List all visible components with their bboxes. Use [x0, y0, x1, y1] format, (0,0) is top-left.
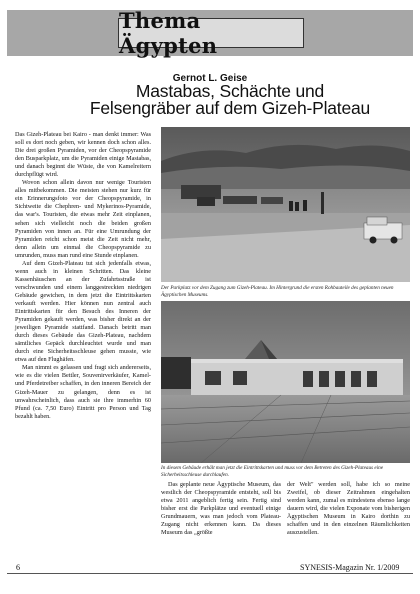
- body-column-1: [15, 131, 151, 421]
- footer-rule: [7, 573, 413, 574]
- body-column-2: [161, 481, 281, 537]
- article-title: [40, 83, 420, 117]
- paragraph: Man nimmt es gelassen und fragt sich andererseits, wie es die vielen Bettler, Souvenirverkäufer, Kamel- und Pferdetreiber schaffen, in den inneren Bereich der Gizeh-Mauer zu gelangen, denn es ist unwahrscheinlich, dass auch sie ihre immerhin 60 Pfund (ca. 7,50 Euro) Eintritt pro Person und Tag bezahlt haben.: [15, 364, 151, 420]
- photo-caption-1: Der Parkplatz vor dem Zugang zum Gizeh-Plateau. Im Hintergrund die ersten Rohbauteile des geplanten neuen Ägyptischen Museums.: [161, 285, 394, 298]
- paragraph: Das geplante neue Ägyptische Museum, das westlich der Cheopspyramide entsteht, soll bis etwa 2011 angeblich fertig sein. Fertig sind bisher erst die Parkplätze und eventuell einige Grundmauern, was man jedoch vom Plateau-Zugang nicht erkennen kann. Da dieses Museum das „größte: [161, 481, 281, 537]
- title-line-1: Mastabas, Schächte und: [135, 81, 325, 101]
- page-number: 6: [16, 563, 20, 572]
- parking-lot-photo: [161, 127, 410, 282]
- section-title-box: [118, 8, 304, 58]
- section-title: Thema Ägypten: [119, 8, 218, 58]
- ticket-building-image: [161, 301, 410, 463]
- paragraph: Auf dem Gizeh-Plateau tut sich jedenfalls etwas, wenn auch in kleinen Schritten. Das kleine Kassenhäuschen an der Zufahrtsstraße ist verschwunden und einem langgestreckten niedrigen Gebäude gewichen, in dem jetzt die Eintrittskarten verkauft werden. Hier können nun zentral auch Eintrittskarten für den Besuch des Inneren der Pyramiden gekauft werden, was bisher direkt an der jeweiligen Pyramide stattfand. Danach betritt man durch dieses Gebäude das Gizeh-Plateau, nachdem sämtliches Gepäck durchleuchtet wurde und man durch eine Sicherheitsschleuse gehen musste, wie etwa auf den Flughäfen.: [15, 259, 151, 364]
- paragraph: Wovon schon allein davon nur wenige Touristen alles mitbekommen. Die meisten stehen nur kurz für ein Erinnerungsfoto vor der Cheopspyramide, in Sichtweite die Chephren- und Mykerinos-Pyramide, das war's. Touristen, die etwas mehr Zeit einplanen, sehen sich vielleicht noch die beiden großen Pyramiden von innen an. Für eine Umrundung der Pyramiden reicht schon meist die Zeit nicht mehr, denn allein um einmal die Cheopspyramide zu umrunden, muss man rund eine Stunde einplanen.: [15, 179, 151, 259]
- article-author: Gernot L. Geise: [172, 73, 248, 84]
- magazine-footer: SYNESIS-Magazin Nr. 1/2009: [300, 563, 400, 572]
- ticket-building-photo: [161, 301, 410, 463]
- paragraph: Das Gizeh-Plateau bei Kairo - man denkt immer: Was soll es dort noch geben, wir kennen doch schon alles. Die drei großen Pyramiden, vor der Cheopspyramide den Busparkplatz, um die Pyramiden einige Mastabas, und danach beginnt die Wüste, die von Kamelreitern durchpflügt wird.: [15, 131, 151, 179]
- parking-lot-image: [161, 127, 410, 282]
- title-line-2: Felsengräber auf dem Gizeh-Plateau: [89, 98, 371, 118]
- body-column-3: [287, 481, 410, 537]
- photo-caption-2: In diesem Gebäude erhält man jetzt die Eintrittskarten und muss vor dem Betreten des Gizeh-Plateaus eine Sicherheitsschleuse durchlaufen.: [161, 465, 384, 478]
- paragraph: der Welt" werden soll, habe ich so meine Zweifel, ob dieser Zeitrahmen eingehalten werden kann, zumal es mindestens ebenso lange dauern wird, die vielen Exponate vom bisherigen Ägyptischen Museum in Kairo dorthin zu schaffen und in den einzelnen Räumlichkeiten auszustellen.: [287, 481, 410, 537]
